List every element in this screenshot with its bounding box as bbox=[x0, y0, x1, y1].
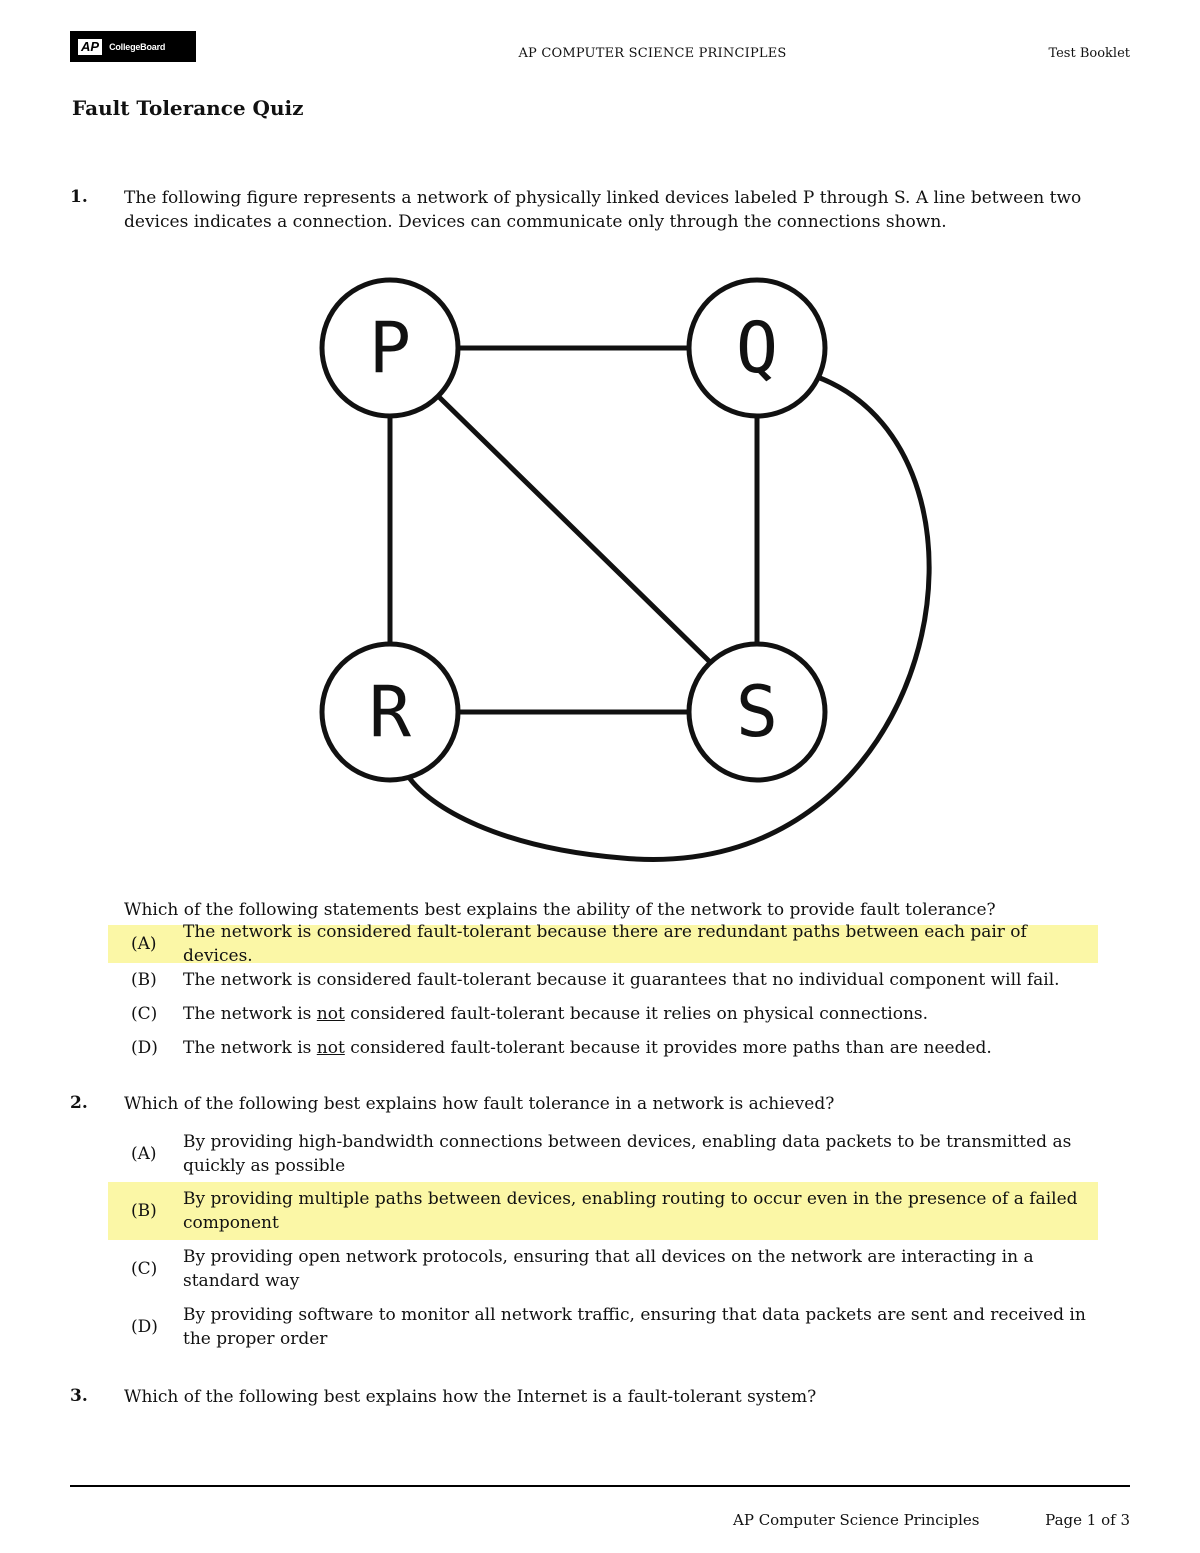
choice-letter: (C) bbox=[131, 1004, 158, 1024]
choice-text: The network is considered fault-tolerant because there are redundant paths between each pair of devices. bbox=[183, 922, 1027, 966]
emphasis-not: not bbox=[316, 1038, 345, 1058]
choice-letter: (B) bbox=[131, 1201, 157, 1221]
q2-choice-a[interactable] bbox=[108, 1126, 1098, 1182]
question-1-intro: The following figure represents a network of physically linked devices labeled P through S. A line between two devices indicates a connection. Devices can communicate only through the connections shown. bbox=[124, 188, 1082, 232]
choice-text-pre: The network is bbox=[183, 1038, 317, 1058]
page-title: Fault Tolerance Quiz bbox=[72, 96, 304, 120]
choice-text: By providing open network protocols, ensuring that all devices on the network are interacting in a standard way bbox=[183, 1247, 1034, 1291]
footer-page-number: Page 1 of 3 bbox=[1045, 1511, 1130, 1529]
choice-text bbox=[183, 1002, 1098, 1026]
node-r-label: R bbox=[368, 671, 412, 753]
q1-choice-c[interactable] bbox=[108, 997, 1098, 1031]
question-1-choices bbox=[108, 922, 1098, 1065]
choice-letter: (D) bbox=[131, 1038, 158, 1058]
choice-letter: (C) bbox=[131, 1259, 158, 1279]
choice-text: By providing software to monitor all network traffic, ensuring that data packets are sent and received in the proper order bbox=[183, 1305, 1086, 1349]
header-course: AP COMPUTER SCIENCE PRINCIPLES bbox=[518, 46, 787, 61]
choice-letter: (B) bbox=[131, 970, 157, 990]
emphasis-not: not bbox=[316, 1004, 345, 1024]
header-booklet: Test Booklet bbox=[1048, 46, 1130, 61]
edge-p-s bbox=[438, 396, 710, 662]
footer-divider bbox=[70, 1485, 1130, 1487]
choice-text-post: considered fault-tolerant because it relies on physical connections. bbox=[344, 1004, 929, 1024]
choice-letter: (D) bbox=[131, 1317, 158, 1337]
choice-letter: (A) bbox=[131, 1144, 157, 1164]
q2-choice-c[interactable] bbox=[108, 1240, 1098, 1298]
q1-choice-a[interactable] bbox=[108, 922, 1098, 966]
choice-letter: (A) bbox=[131, 934, 157, 954]
question-3-stem: Which of the following best explains how the Internet is a fault-tolerant system? bbox=[124, 1387, 817, 1407]
node-q-label: Q bbox=[735, 307, 779, 389]
choice-text-post: considered fault-tolerant because it provides more paths than are needed. bbox=[344, 1038, 992, 1058]
question-2-stem: Which of the following best explains how fault tolerance in a network is achieved? bbox=[124, 1094, 835, 1114]
logo-org-name: CollegeBoard bbox=[109, 41, 166, 52]
footer-course: AP Computer Science Principles bbox=[733, 1511, 980, 1529]
choice-text: By providing multiple paths between devices, enabling routing to occur even in the presence of a failed component bbox=[183, 1189, 1078, 1233]
question-2-number: 2. bbox=[70, 1093, 88, 1113]
logo-ap-mark: AP bbox=[78, 39, 102, 55]
network-diagram bbox=[300, 268, 960, 868]
question-1-number: 1. bbox=[70, 187, 88, 207]
question-3-number: 3. bbox=[70, 1386, 88, 1406]
q2-choice-d[interactable] bbox=[108, 1298, 1098, 1356]
q1-choice-b[interactable] bbox=[108, 963, 1098, 997]
question-2-choices bbox=[108, 1126, 1098, 1356]
choice-text-pre: The network is bbox=[183, 1004, 317, 1024]
q1-choice-d[interactable] bbox=[108, 1031, 1098, 1065]
q2-choice-b[interactable] bbox=[108, 1182, 1098, 1240]
choice-text: The network is considered fault-tolerant because it guarantees that no individual component will fail. bbox=[183, 970, 1060, 990]
node-p-label: P bbox=[368, 307, 412, 389]
question-1-stem: Which of the following statements best explains the ability of the network to provide fault tolerance? bbox=[124, 900, 996, 920]
ap-collegeboard-logo bbox=[70, 31, 196, 62]
choice-text: By providing high-bandwidth connections between devices, enabling data packets to be transmitted as quickly as possible bbox=[183, 1132, 1072, 1176]
node-s-label: S bbox=[735, 671, 779, 753]
choice-text bbox=[183, 1036, 1098, 1060]
